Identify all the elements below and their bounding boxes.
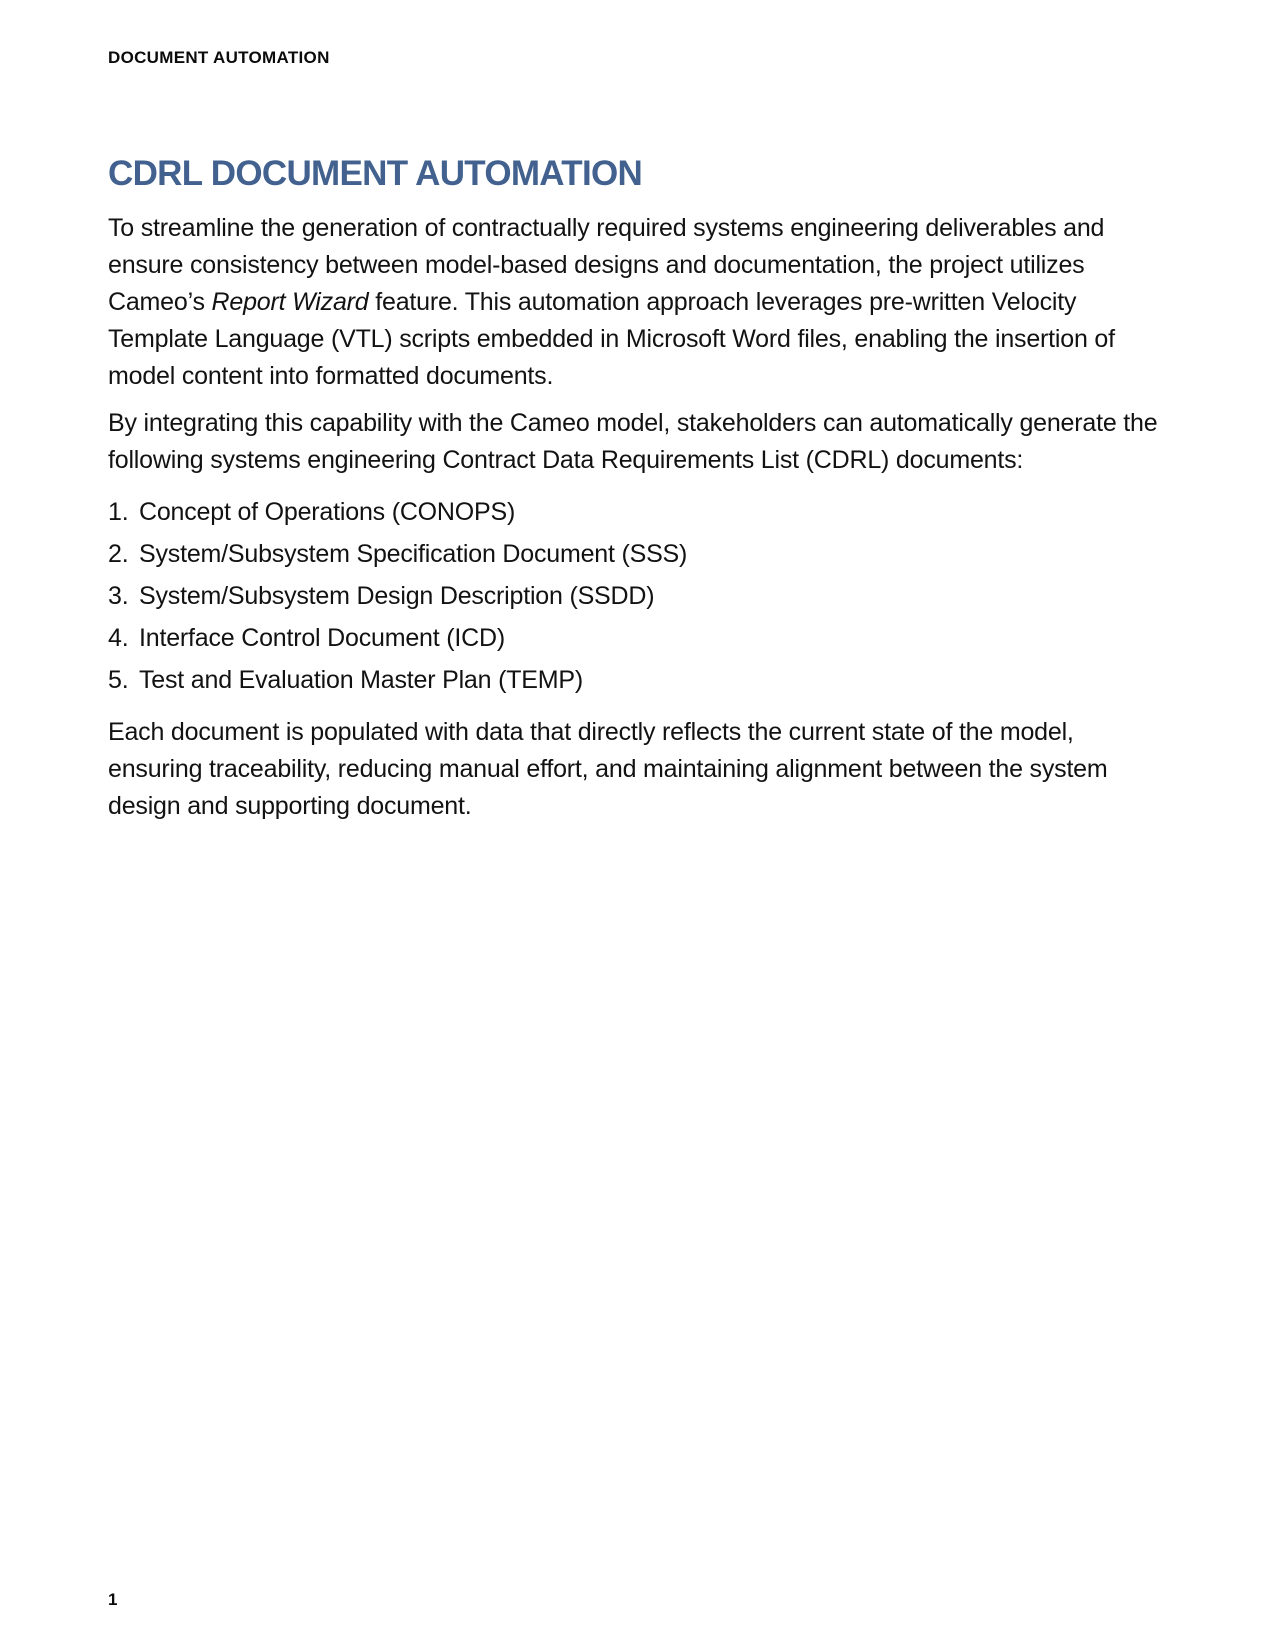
paragraph-intro-italic: Report Wizard (211, 288, 369, 316)
paragraph-intro-before: To streamline the generation of contractually required systems engineering deliverables and ensure consistency between model-based designs and documentation, the project utilizes Cameo’s (108, 214, 1105, 316)
list-item-number: 5. (108, 666, 129, 694)
paragraph-summary: Each document is populated with data that directly reflects the current state of the model, ensuring traceability, reducing manual effort, and maintaining alignment between the system design and supporting document. (108, 718, 1108, 820)
paragraph-intro-after: feature. This automation approach leverages pre-written Velocity Template Language (VTL) scripts embedded in Microsoft Word files, enabling the insertion of model content into formatted documents. (108, 288, 1115, 390)
list-item (108, 536, 1167, 573)
list-item (108, 494, 1167, 531)
list-item-label: System/Subsystem Specification Document (SSS) (139, 540, 688, 568)
list-item-number: 2. (108, 540, 129, 568)
list-item-number: 1. (108, 498, 129, 526)
list-item-number: 4. (108, 624, 129, 652)
page-number: 1 (108, 1590, 118, 1609)
list-item-label: System/Subsystem Design Description (SSDD) (139, 582, 655, 610)
page-title: CDRL DOCUMENT AUTOMATION (108, 154, 643, 193)
cdrl-document-list (108, 494, 1167, 699)
list-item-label: Test and Evaluation Master Plan (TEMP) (139, 666, 583, 694)
running-header: DOCUMENT AUTOMATION (108, 48, 330, 67)
paragraph-intro (108, 210, 1167, 395)
list-item (108, 662, 1167, 699)
list-item-label: Interface Control Document (ICD) (139, 624, 505, 652)
list-item-label: Concept of Operations (CONOPS) (139, 498, 516, 526)
list-item (108, 620, 1167, 657)
paragraph-integration: By integrating this capability with the Cameo model, stakeholders can automatically generate the following systems engineering Contract Data Requirements List (CDRL) documents: (108, 409, 1158, 474)
list-item (108, 578, 1167, 615)
list-item-number: 3. (108, 582, 129, 610)
